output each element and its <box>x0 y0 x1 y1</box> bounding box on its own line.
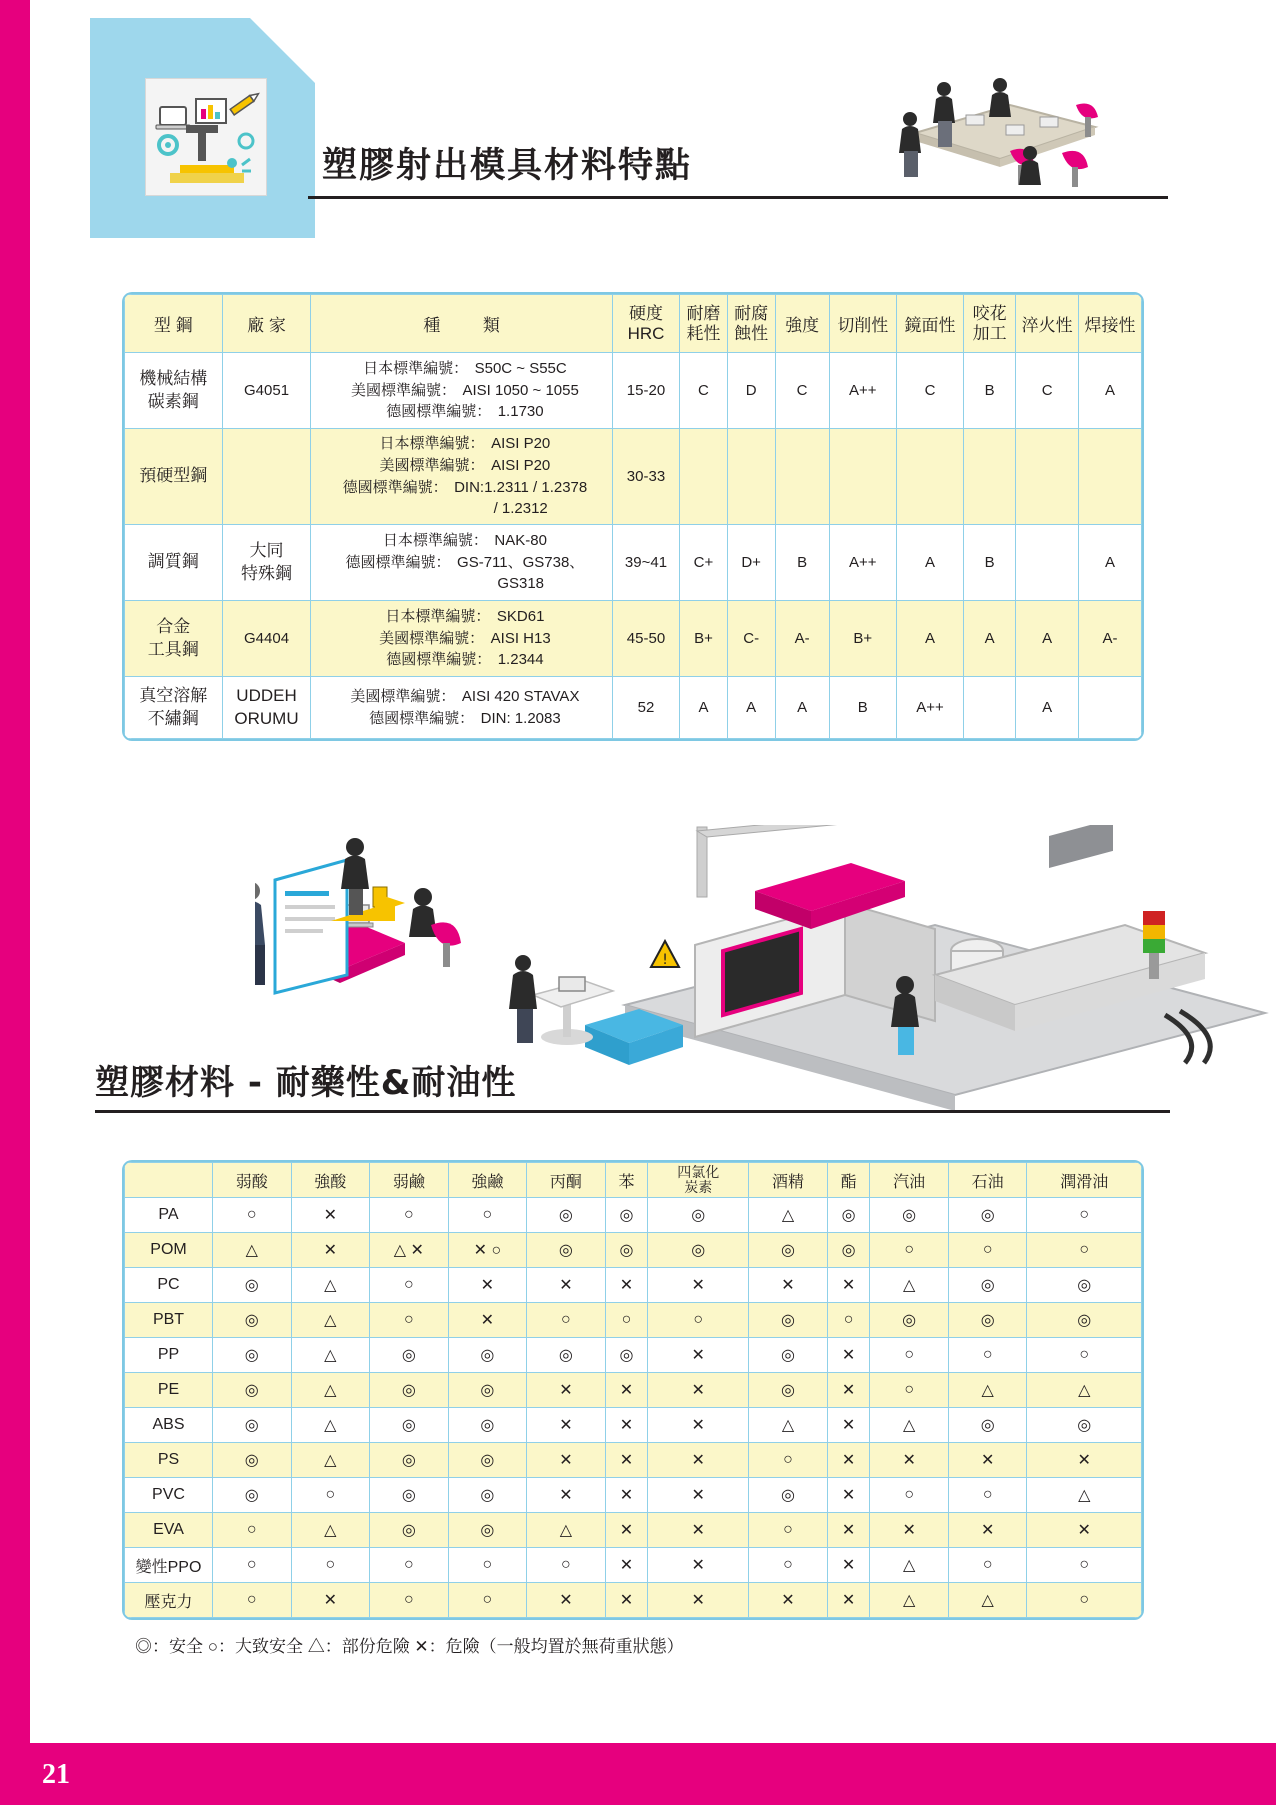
cell-corrosion: D+ <box>727 525 775 601</box>
cell-wear: B+ <box>680 601 728 677</box>
cell-resistance: ◎ <box>948 1303 1027 1338</box>
cell-resistance: ✕ <box>1027 1443 1142 1478</box>
cell-resistance: ○ <box>213 1198 292 1233</box>
cell-resistance: ◎ <box>648 1198 749 1233</box>
cell-resistance: ◎ <box>213 1478 292 1513</box>
cell-weld: A <box>1079 525 1142 601</box>
cell-resistance: △ <box>1027 1478 1142 1513</box>
cell-resistance: ◎ <box>370 1478 449 1513</box>
table-row <box>125 1373 1142 1408</box>
cell-resistance: △ <box>291 1268 370 1303</box>
cell-resistance: ◎ <box>948 1198 1027 1233</box>
cell-strength <box>775 429 829 525</box>
cell-resistance: △ ✕ <box>370 1233 449 1268</box>
cell-type: 日本標準編號： AISI P20 美國標準編號： AISI P20 德國標準編號： DIN:1.2311 / 1.2378 / 1.2312 <box>311 429 612 525</box>
cell-resistance: ✕ <box>648 1513 749 1548</box>
cell-resistance: ✕ <box>605 1373 648 1408</box>
cell-resistance: ◎ <box>605 1338 648 1373</box>
cell-resistance: ○ <box>370 1198 449 1233</box>
cell-resistance: ○ <box>948 1233 1027 1268</box>
cell-resistance: ✕ <box>605 1513 648 1548</box>
th-hardness: 硬度 HRC <box>612 295 679 353</box>
cell-mirror: A <box>896 525 963 601</box>
plastics-chemical-resistance-table <box>122 1160 1144 1620</box>
cell-machining: B+ <box>829 601 896 677</box>
cell-resistance: ○ <box>870 1233 949 1268</box>
cell-material: PBT <box>125 1303 213 1338</box>
cell-strength: A- <box>775 601 829 677</box>
th-ester: 酯 <box>827 1163 870 1198</box>
cell-corrosion: D <box>727 353 775 429</box>
cell-resistance: △ <box>870 1548 949 1583</box>
cell-resistance: ◎ <box>605 1233 648 1268</box>
cell-resistance: ✕ <box>605 1548 648 1583</box>
cell-resistance: △ <box>213 1233 292 1268</box>
cell-resistance: ◎ <box>1027 1408 1142 1443</box>
cell-corrosion: A <box>727 677 775 739</box>
page-number: 21 <box>42 1759 70 1790</box>
table-header-row <box>125 1163 1142 1198</box>
cell-resistance: ✕ <box>827 1373 870 1408</box>
cell-resistance: ◎ <box>213 1268 292 1303</box>
page-left-accent-bar <box>0 0 30 1805</box>
table-row <box>125 1303 1142 1338</box>
cell-material: PA <box>125 1198 213 1233</box>
cell-type: 美國標準編號： AISI 420 STAVAX 德國標準編號： DIN: 1.2083 <box>311 677 612 739</box>
cell-resistance: ◎ <box>527 1198 606 1233</box>
cell-resistance: ✕ <box>291 1198 370 1233</box>
cell-resistance: ✕ <box>291 1233 370 1268</box>
cell-resistance: △ <box>291 1443 370 1478</box>
cell-resistance: ✕ ○ <box>448 1233 527 1268</box>
cell-quench: A <box>1016 601 1079 677</box>
cell-resistance: ◎ <box>213 1373 292 1408</box>
page-title: 塑膠射出模具材料特點 <box>322 146 693 186</box>
cell-resistance: ○ <box>948 1548 1027 1583</box>
cell-resistance: ◎ <box>870 1303 949 1338</box>
cell-resistance: ○ <box>948 1478 1027 1513</box>
cell-resistance: △ <box>291 1373 370 1408</box>
cell-resistance: ✕ <box>827 1443 870 1478</box>
cell-resistance: ✕ <box>827 1338 870 1373</box>
th-machining: 切削性 <box>829 295 896 353</box>
cell-resistance: ○ <box>291 1478 370 1513</box>
cell-hardness: 15-20 <box>612 353 679 429</box>
cell-steel: 真空溶解 不繡鋼 <box>125 677 223 739</box>
cell-maker: UDDEH ORUMU <box>222 677 311 739</box>
th-type: 種 類 <box>311 295 612 353</box>
cell-resistance: △ <box>291 1408 370 1443</box>
th-petroleum: 石油 <box>948 1163 1027 1198</box>
cell-resistance: ✕ <box>648 1548 749 1583</box>
cell-hardness: 45-50 <box>612 601 679 677</box>
th-weak-acid: 弱酸 <box>213 1163 292 1198</box>
table-row <box>125 1408 1142 1443</box>
cell-resistance: ◎ <box>448 1443 527 1478</box>
cell-resistance: ✕ <box>648 1373 749 1408</box>
cell-corrosion <box>727 429 775 525</box>
cell-resistance: ○ <box>948 1338 1027 1373</box>
th-benzene: 苯 <box>605 1163 648 1198</box>
cell-hardness: 30-33 <box>612 429 679 525</box>
cell-resistance: ◎ <box>213 1408 292 1443</box>
cell-resistance: △ <box>291 1513 370 1548</box>
cell-resistance: ○ <box>1027 1338 1142 1373</box>
section2-underline <box>95 1110 1170 1113</box>
cell-resistance: ◎ <box>827 1198 870 1233</box>
cell-wear <box>680 429 728 525</box>
cell-resistance: ◎ <box>948 1408 1027 1443</box>
cell-resistance: △ <box>749 1408 828 1443</box>
th-texture: 咬花 加工 <box>964 295 1016 353</box>
cell-resistance: ○ <box>605 1303 648 1338</box>
cell-resistance: △ <box>870 1268 949 1303</box>
cell-resistance: ○ <box>291 1548 370 1583</box>
cell-machining: A++ <box>829 353 896 429</box>
section2-title: 塑膠材料 - 耐藥性&耐油性 <box>95 1063 517 1103</box>
cell-resistance: ◎ <box>1027 1303 1142 1338</box>
cell-resistance: ◎ <box>749 1478 828 1513</box>
cell-resistance: ✕ <box>827 1548 870 1583</box>
th-maker: 廠 家 <box>222 295 311 353</box>
cell-resistance: ✕ <box>870 1513 949 1548</box>
cell-material: PS <box>125 1443 213 1478</box>
cell-resistance: △ <box>948 1373 1027 1408</box>
cell-mirror: A <box>896 601 963 677</box>
cell-resistance: △ <box>291 1338 370 1373</box>
cell-resistance: ◎ <box>749 1338 828 1373</box>
cell-resistance: △ <box>291 1303 370 1338</box>
table-row <box>125 1478 1142 1513</box>
cell-resistance: ○ <box>749 1443 828 1478</box>
cell-resistance: ◎ <box>448 1408 527 1443</box>
cell-strength: C <box>775 353 829 429</box>
cell-material: PVC <box>125 1478 213 1513</box>
cell-resistance: ◎ <box>527 1233 606 1268</box>
th-corrosion: 耐腐 蝕性 <box>727 295 775 353</box>
cell-material: 變性PPO <box>125 1548 213 1583</box>
cell-type: 日本標準編號： S50C ~ S55C 美國標準編號： AISI 1050 ~ 1055 德國標準編號： 1.1730 <box>311 353 612 429</box>
cell-machining <box>829 429 896 525</box>
cell-texture <box>964 677 1016 739</box>
th-mirror: 鏡面性 <box>896 295 963 353</box>
cell-material: PP <box>125 1338 213 1373</box>
cell-resistance: ◎ <box>749 1303 828 1338</box>
cell-mirror: C <box>896 353 963 429</box>
cell-resistance: ✕ <box>827 1268 870 1303</box>
cell-maker <box>222 429 311 525</box>
cell-resistance: ✕ <box>870 1443 949 1478</box>
cell-steel: 調質鋼 <box>125 525 223 601</box>
table-row <box>125 1338 1142 1373</box>
cell-resistance: ○ <box>527 1303 606 1338</box>
cell-resistance: ✕ <box>448 1268 527 1303</box>
cell-resistance: ✕ <box>527 1268 606 1303</box>
cell-resistance: ◎ <box>448 1373 527 1408</box>
cell-resistance: ◎ <box>213 1303 292 1338</box>
mold-steel-table <box>122 292 1144 741</box>
cell-resistance: ✕ <box>749 1268 828 1303</box>
cell-material: EVA <box>125 1513 213 1548</box>
cell-weld <box>1079 677 1142 739</box>
cell-resistance: ◎ <box>448 1513 527 1548</box>
cell-resistance: ○ <box>870 1478 949 1513</box>
cell-resistance: ✕ <box>648 1478 749 1513</box>
cell-resistance: ◎ <box>605 1198 648 1233</box>
cell-resistance: ✕ <box>527 1583 606 1618</box>
cell-resistance: ◎ <box>448 1478 527 1513</box>
cell-resistance: ✕ <box>448 1303 527 1338</box>
cell-resistance: △ <box>870 1583 949 1618</box>
th-lubricant: 潤滑油 <box>1027 1163 1142 1198</box>
table-row <box>125 353 1142 429</box>
cell-resistance: ○ <box>370 1583 449 1618</box>
cell-resistance: ✕ <box>648 1443 749 1478</box>
cell-hardness: 52 <box>612 677 679 739</box>
cell-resistance: ◎ <box>749 1373 828 1408</box>
cell-resistance: ◎ <box>370 1443 449 1478</box>
cell-resistance: ○ <box>1027 1548 1142 1583</box>
th-weld: 焊接性 <box>1079 295 1142 353</box>
cell-texture: B <box>964 353 1016 429</box>
cell-steel: 機械結構 碳素鋼 <box>125 353 223 429</box>
cell-quench: C <box>1016 353 1079 429</box>
cell-machining: A++ <box>829 525 896 601</box>
th-acetone: 丙酮 <box>527 1163 606 1198</box>
cell-maker: G4051 <box>222 353 311 429</box>
cell-resistance: ○ <box>827 1303 870 1338</box>
cell-steel: 合金 工具鋼 <box>125 601 223 677</box>
cell-corrosion: C- <box>727 601 775 677</box>
cell-weld <box>1079 429 1142 525</box>
cell-resistance: ◎ <box>370 1338 449 1373</box>
th-weak-alkali: 弱鹼 <box>370 1163 449 1198</box>
cell-resistance: ✕ <box>948 1513 1027 1548</box>
cell-resistance: ○ <box>448 1198 527 1233</box>
cell-material: POM <box>125 1233 213 1268</box>
th-quench: 淬火性 <box>1016 295 1079 353</box>
cell-resistance: ◎ <box>527 1338 606 1373</box>
cell-resistance: ◎ <box>213 1443 292 1478</box>
cell-texture: A <box>964 601 1016 677</box>
cell-texture: B <box>964 525 1016 601</box>
cell-maker: 大同 特殊鋼 <box>222 525 311 601</box>
cell-resistance: ○ <box>213 1583 292 1618</box>
cell-wear: C+ <box>680 525 728 601</box>
cell-resistance: ○ <box>448 1548 527 1583</box>
cell-material: PE <box>125 1373 213 1408</box>
cell-resistance: ✕ <box>749 1583 828 1618</box>
cell-resistance: ✕ <box>527 1408 606 1443</box>
cell-resistance: ✕ <box>648 1583 749 1618</box>
cell-quench <box>1016 525 1079 601</box>
cell-resistance: ✕ <box>527 1443 606 1478</box>
cell-resistance: ◎ <box>370 1513 449 1548</box>
cell-resistance: ◎ <box>749 1233 828 1268</box>
cell-resistance: ◎ <box>870 1198 949 1233</box>
cell-resistance: △ <box>749 1198 828 1233</box>
cell-type: 日本標準編號： SKD61 美國標準編號： AISI H13 德國標準編號： 1.2344 <box>311 601 612 677</box>
cell-resistance: ✕ <box>527 1373 606 1408</box>
cell-material: 壓克力 <box>125 1583 213 1618</box>
cell-machining: B <box>829 677 896 739</box>
th-strong-alkali: 強鹼 <box>448 1163 527 1198</box>
page-left-white-gap <box>30 0 48 1805</box>
cell-weld: A- <box>1079 601 1142 677</box>
cell-resistance: ✕ <box>648 1338 749 1373</box>
cell-wear: C <box>680 353 728 429</box>
th-strength: 強度 <box>775 295 829 353</box>
cell-resistance: △ <box>527 1513 606 1548</box>
th-alcohol: 酒精 <box>749 1163 828 1198</box>
table-row <box>125 1513 1142 1548</box>
cell-resistance: ✕ <box>648 1408 749 1443</box>
table-row <box>125 1548 1142 1583</box>
th-material <box>125 1163 213 1198</box>
cell-resistance: ✕ <box>605 1268 648 1303</box>
cell-resistance: △ <box>948 1583 1027 1618</box>
cell-resistance: ✕ <box>827 1583 870 1618</box>
cell-resistance: ✕ <box>291 1583 370 1618</box>
svg-text:!: ! <box>662 952 668 968</box>
cell-resistance: ○ <box>370 1303 449 1338</box>
cell-resistance: ○ <box>370 1548 449 1583</box>
cell-resistance: ✕ <box>527 1478 606 1513</box>
cell-resistance: ○ <box>648 1303 749 1338</box>
cell-quench: A <box>1016 677 1079 739</box>
cell-resistance: ○ <box>213 1513 292 1548</box>
cell-resistance: ○ <box>448 1583 527 1618</box>
cell-strength: A <box>775 677 829 739</box>
table-row <box>125 525 1142 601</box>
cell-resistance: ◎ <box>1027 1268 1142 1303</box>
cell-resistance: ◎ <box>648 1233 749 1268</box>
table2-legend: ◎：安全 ○：大致安全 △：部份危險 ✕：危險（一般均置於無荷重狀態） <box>135 1637 684 1656</box>
cell-resistance: ◎ <box>827 1233 870 1268</box>
table-row <box>125 1583 1142 1618</box>
cell-resistance: △ <box>870 1408 949 1443</box>
cell-strength: B <box>775 525 829 601</box>
table-row <box>125 1443 1142 1478</box>
th-carbon-tetrachloride: 四氯化 炭素 <box>648 1163 749 1198</box>
cell-quench <box>1016 429 1079 525</box>
cell-resistance: ○ <box>749 1548 828 1583</box>
th-strong-acid: 強酸 <box>291 1163 370 1198</box>
cell-weld: A <box>1079 353 1142 429</box>
table-row <box>125 677 1142 739</box>
cell-mirror: A++ <box>896 677 963 739</box>
cell-resistance: ○ <box>527 1548 606 1583</box>
cell-texture <box>964 429 1016 525</box>
cell-resistance: ○ <box>1027 1583 1142 1618</box>
cell-resistance: △ <box>1027 1373 1142 1408</box>
meeting-room-illustration <box>880 55 1160 205</box>
cell-resistance: ◎ <box>213 1338 292 1373</box>
table-row <box>125 1233 1142 1268</box>
cell-resistance: ○ <box>1027 1233 1142 1268</box>
cell-resistance: ✕ <box>827 1478 870 1513</box>
title-underline <box>308 196 1168 199</box>
cell-resistance: ✕ <box>605 1478 648 1513</box>
page-bottom-accent-bar <box>0 1743 1276 1805</box>
cell-resistance: ✕ <box>1027 1513 1142 1548</box>
cell-resistance: ○ <box>1027 1198 1142 1233</box>
table-row <box>125 1268 1142 1303</box>
cell-resistance: ✕ <box>648 1268 749 1303</box>
cell-resistance: ✕ <box>605 1408 648 1443</box>
cell-material: ABS <box>125 1408 213 1443</box>
th-steel: 型 鋼 <box>125 295 223 353</box>
cell-resistance: ✕ <box>827 1408 870 1443</box>
cell-resistance: ✕ <box>827 1513 870 1548</box>
th-wear: 耐磨 耗性 <box>680 295 728 353</box>
cell-resistance: ○ <box>370 1268 449 1303</box>
cell-maker: G4404 <box>222 601 311 677</box>
cell-hardness: 39~41 <box>612 525 679 601</box>
cell-steel: 預硬型鋼 <box>125 429 223 525</box>
cell-resistance: ○ <box>870 1373 949 1408</box>
cell-resistance: ○ <box>870 1338 949 1373</box>
cell-type: 日本標準編號： NAK-80 德國標準編號： GS-711、GS738、 GS318 <box>311 525 612 601</box>
cell-resistance: ✕ <box>948 1443 1027 1478</box>
presentation-chart-icon <box>145 78 267 196</box>
cell-material: PC <box>125 1268 213 1303</box>
cell-resistance: ◎ <box>448 1338 527 1373</box>
cell-resistance: ✕ <box>605 1583 648 1618</box>
table-row <box>125 601 1142 677</box>
cell-mirror <box>896 429 963 525</box>
th-gasoline: 汽油 <box>870 1163 949 1198</box>
cell-resistance: ◎ <box>948 1268 1027 1303</box>
cell-resistance: ◎ <box>370 1373 449 1408</box>
cell-resistance: ○ <box>213 1548 292 1583</box>
cell-resistance: ✕ <box>605 1443 648 1478</box>
table-row <box>125 1198 1142 1233</box>
cell-resistance: ◎ <box>370 1408 449 1443</box>
cell-wear: A <box>680 677 728 739</box>
table-header-row <box>125 295 1142 353</box>
table-row <box>125 429 1142 525</box>
cell-resistance: ○ <box>749 1513 828 1548</box>
